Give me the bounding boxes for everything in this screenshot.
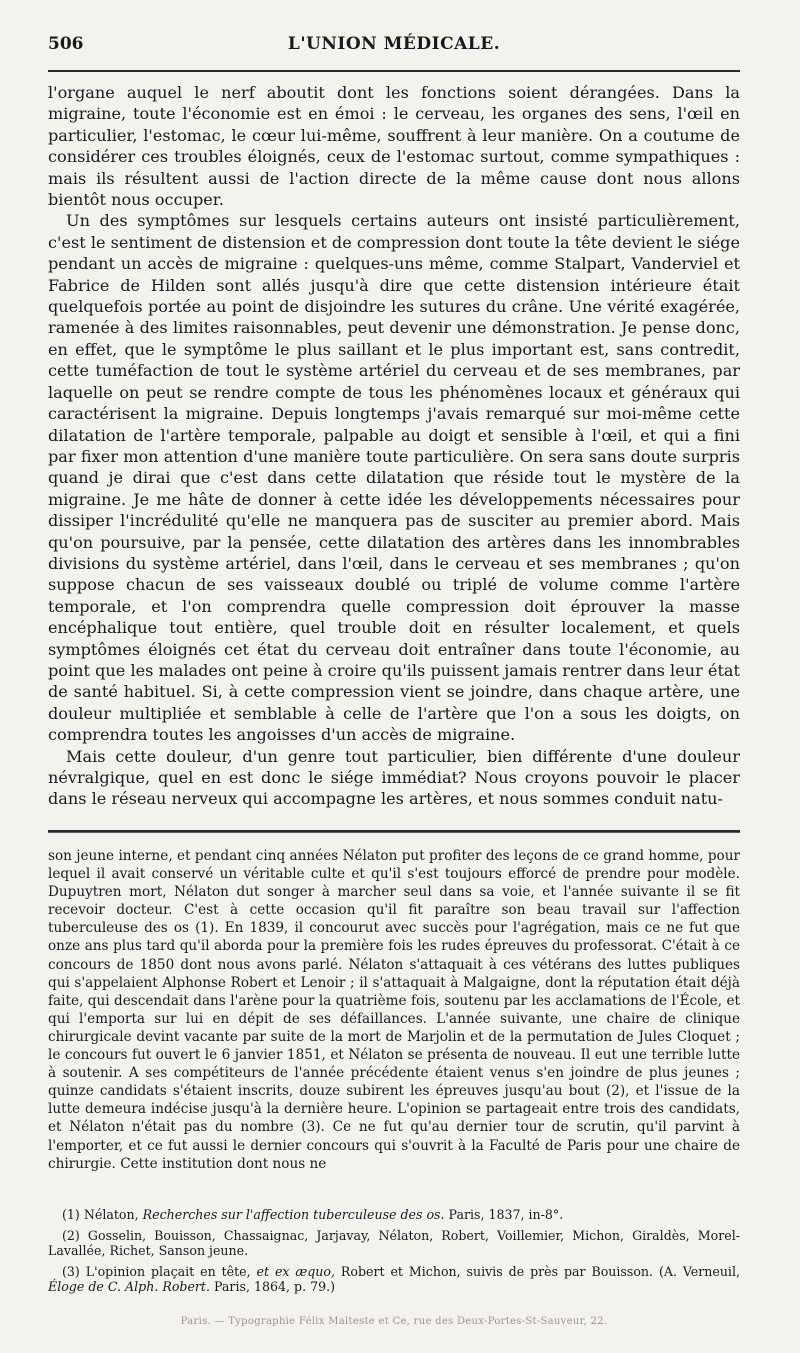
footnote-marker: (1)	[62, 1207, 80, 1222]
footnote-marker: (2)	[62, 1227, 80, 1243]
body-paragraph: l'organe auquel le nerf aboutit dont les fonctions soient dérangées. Dans la migraine, toute l'économie est en émoi : le cerveau, les organes des sens, l'œil en particulier, l'estomac, le cœur lui-même, souffrent à leur manière. On a coutume de considérer ces troubles éloignés, ceux de l'estomac surtout, comme sympathiques : mais ils résultent aussi de l'action directe de la même cause dont nous allons bientôt nous occuper.	[48, 83, 740, 210]
footnote-3	[48, 1264, 740, 1295]
footnote-italic-phrase: et ex æquo,	[256, 1263, 335, 1279]
feuilleton-paragraph: son jeune interne, et pendant cinq années Nélaton put profiter des leçons de ce grand homme, pour lequel il avait conservé un véritable culte et qu'il s'est toujours efforcé de prendre pour modèle. Dupuytren mort, Nélaton dut songer à marcher seul dans sa voie, et l'année suivante il se fit recevoir docteur. C'est à cette occasion qu'il fit paraître son beau travail sur l'affection tuberculeuse des os (1). En 1839, il concourut avec succès pour l'agrégation, mais ce ne fut que onze ans plus tard qu'il aborda pour la première fois les rudes épreuves du professorat. C'était à ce concours de 1850 dont nous avons parlé. Nélaton s'attaquait à ces vétérans des luttes publiques qui s'appelaient Alphonse Robert et Lenoir ; il s'attaquait à Malgaigne, dont la réputation était déjà faite, qui descendait dans l'arène pour la quatrième fois, soutenu par les acclamations de l'École, et qui l'emporta sur lui en dépit de ses défaillances. L'année suivante, une chaire de clinique chirurgicale devint vacante par suite de la mort de Marjolin et de la permutation de Jules Cloquet ; le concours fut ouvert le 6 janvier 1851, et Nélaton se présenta de nouveau. Il eut une terrible lutte à soutenir. A ses compétiteurs de l'année précédente étaient venus s'en joindre de plus jeunes ; quinze candidats s'étaient inscrits, douze subirent les épreuves jusqu'au bout (2), et l'issue de la lutte demeura indécise jusqu'à la dernière heure. L'opinion se partageait entre trois des candidats, et Nélaton n'était pas du nombre (3). Ce ne fut qu'au dernier tour de scrutin, qu'il parvint à l'emporter, et ce fut aussi le dernier concours qui s'ouvrit à la Faculté de Paris pour une chaire de chirurgie. Cette institution dont nous ne	[48, 848, 740, 1172]
footnote-text: Paris, 1864, p. 79.)	[214, 1279, 336, 1295]
header-rule	[48, 70, 740, 72]
footnote-italic-title: Recherches sur l'affection tuberculeuse des os.	[142, 1207, 445, 1222]
journal-title: L'UNION MÉDICALE.	[287, 34, 501, 54]
main-body-text	[48, 82, 740, 810]
printer-imprint: Paris. — Typographie Félix Malteste et Ce, rue des Deux-Portes-St-Sauveur, 22.	[180, 1316, 608, 1327]
footnote-text: Nélaton,	[83, 1207, 139, 1222]
body-paragraph: Un des symptômes sur lesquels certains auteurs ont insisté particulièrement, c'est le sentiment de distension et de compression dont toute la tête devient le siége pendant un accès de migraine : quelques-uns même, comme Stalpart, Vanderviel et Fabrice de Hilden sont allés jusqu'à dire que cette distension intérieure était quelquefois portée au point de disjoindre les sutures du crâne. Une vérité exagérée, ramenée à des limites raisonnables, peut devenir une démonstration. Je pense donc, en effet, que le symptôme le plus saillant et le plus important est, sans contredit, cette tuméfaction de tout le système artériel du cerveau et de ses membranes, par laquelle on peut se rendre compte de tous les phénomènes locaux et généraux qui caractérisent la migraine. Depuis longtemps j'avais remarqué sur moi-même cette dilatation de l'artère temporale, palpable au doigt et sensible à l'œil, et qui a fini par fixer mon attention d'une manière toute particulière. On sera sans doute surpris quand je dirai que c'est dans cette dilatation que réside tout le mystère de la migraine. Je me hâte de donner à cette idée les développements nécessaires pour dissiper l'incrédulité qu'elle ne manquera pas de susciter au premier abord. Mais qu'on poursuive, par la pensée, cette dilatation des artères dans les innombrables divisions du système artériel, dans l'œil, dans le cerveau et ses membranes ; qu'on suppose chacun de ses vaisseaux doublé ou triplé de volume comme l'artère temporale, et l'on comprendra quelle compression doit éprouver la masse encéphalique tout entière, quel trouble doit en résulter localement, et quels symptômes éloignés cet état du cerveau doit entraîner dans toute l'économie, au point que les malades ont peine à croire qu'ils puissent jamais rentrer dans leur état de santé habituel. Si, à cette compression vient se joindre, dans chaque artère, une douleur multipliée et semblable à celle de l'artère que l'on a sous les doigts, on comprendra toutes les angoisses d'un accès de migraine.	[48, 211, 740, 745]
footnote-italic-title: Éloge de C. Alph. Robert.	[48, 1279, 210, 1295]
footnotes	[48, 1207, 740, 1300]
footnote-2	[48, 1228, 740, 1259]
footnote-text: L'opinion plaçait en tête,	[85, 1263, 251, 1279]
body-paragraph: Mais cette douleur, d'un genre tout particulier, bien différente d'une douleur névralgique, quel en est donc le siége immédiat? Nous croyons pouvoir le placer dans le réseau nerveux qui accompagne les artères, et nous sommes conduit natu-	[48, 746, 740, 809]
footnote-marker: (3)	[62, 1263, 80, 1279]
footnote-text: Gosselin, Bouisson, Chassaignac, Jarjavay, Nélaton, Robert, Voillemier, Michon, Giraldès, Morel-Lavallée, Richet, Sanson jeune.	[48, 1227, 740, 1259]
footnote-1	[48, 1207, 740, 1223]
footnote-separator-rule	[48, 830, 740, 833]
footnote-text: Paris, 1837, in-8°.	[448, 1207, 564, 1222]
page-number: 506	[48, 34, 84, 54]
page-header	[48, 34, 740, 60]
feuilleton-text	[48, 847, 740, 1173]
footnote-text: Robert et Michon, suivis de près par Bouisson. (A. Verneuil,	[340, 1263, 740, 1279]
